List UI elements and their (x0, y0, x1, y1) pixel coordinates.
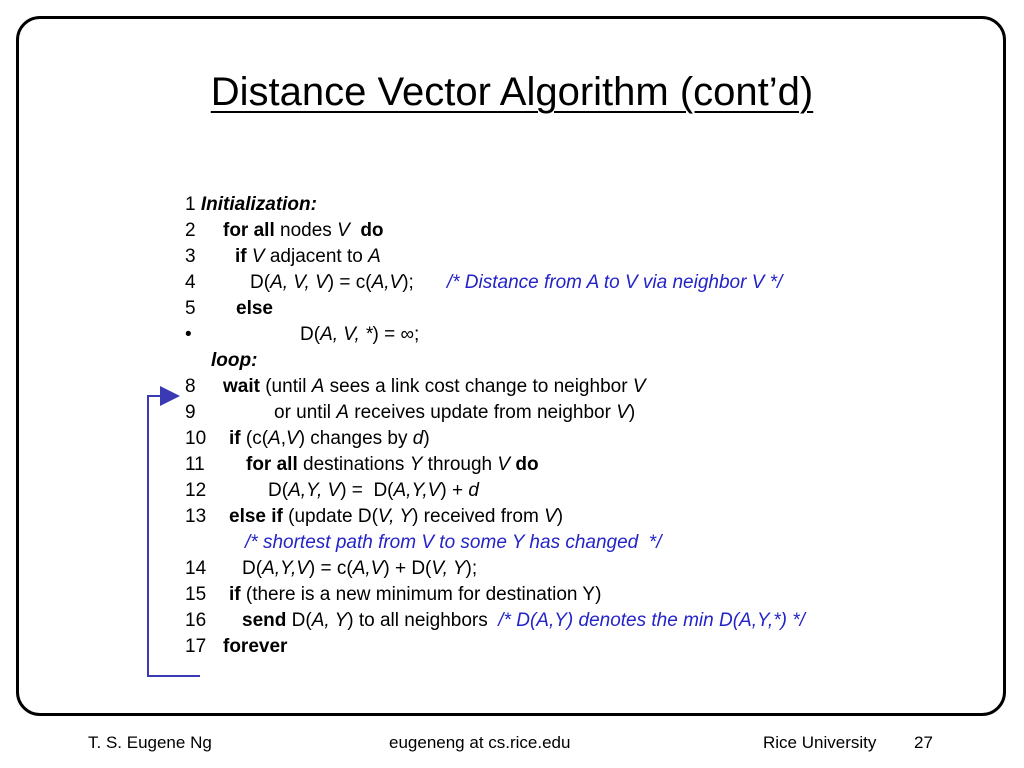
code-text: (c( (240, 428, 269, 449)
variable: V, Y (377, 506, 413, 527)
code-line-1 (185, 192, 317, 218)
keyword: do (515, 454, 539, 475)
variable: A,Y,V (262, 558, 309, 579)
line-number: 12 (185, 480, 207, 501)
keyword: else (236, 298, 273, 319)
line-number: 4 (185, 272, 196, 293)
code-text: ) = D( (340, 480, 394, 501)
code-line-4 (185, 270, 782, 296)
code-line-2 (185, 218, 384, 244)
keyword: Initialization: (200, 194, 317, 215)
code-line-13 (185, 504, 563, 530)
variable: A,V (352, 558, 384, 579)
code-text: D( (242, 558, 263, 579)
footer-email: eugeneng at cs.rice.edu (389, 733, 571, 752)
code-text: ); (465, 558, 478, 579)
variable: V (337, 220, 350, 241)
variable: A,Y,V (393, 480, 441, 501)
line-number: 3 (185, 246, 196, 267)
code-line-15 (185, 582, 601, 608)
code-line-8 (185, 374, 646, 400)
slide-title: Distance Vector Algorithm (cont’d) (210, 70, 814, 114)
code-text: D( (268, 480, 289, 501)
variable: A,Y, V (288, 480, 341, 501)
variable: A, V, * (320, 324, 373, 345)
keyword: for all (246, 454, 298, 475)
line-number: 17 (185, 636, 207, 657)
keyword: if (229, 428, 241, 449)
code-line-3 (185, 244, 381, 270)
code-text: D( (286, 610, 312, 631)
line-number: 13 (185, 506, 207, 527)
code-comment: /* shortest path from V to some Y has changed */ (245, 532, 662, 553)
code-text: through (422, 454, 498, 475)
code-text: ); (402, 272, 414, 293)
line-number: 9 (185, 402, 196, 423)
line-number: 14 (185, 558, 207, 579)
code-text: ) = c( (308, 558, 353, 579)
code-text: ) + D( (383, 558, 432, 579)
code-text: (update D( (282, 506, 378, 527)
code-text: D( (250, 272, 271, 293)
code-text: (there is a new minimum for destination Y) (240, 584, 602, 605)
code-text: adjacent to (264, 246, 369, 267)
code-line-10 (185, 426, 430, 452)
code-line-12 (185, 478, 479, 504)
variable: V (632, 376, 646, 397)
line-number: 8 (185, 376, 196, 397)
variable: V (497, 454, 511, 475)
code-line-14 (185, 556, 477, 582)
line-number: 15 (185, 584, 207, 605)
keyword: wait (223, 376, 260, 397)
code-line-16 (185, 608, 805, 634)
line-number: 2 (185, 220, 196, 241)
variable: V, Y (431, 558, 466, 579)
footer-institution: Rice University (763, 733, 877, 752)
code-text: receives update from neighbor (349, 402, 617, 423)
variable: d (468, 480, 479, 501)
line-number: • (185, 324, 192, 345)
variable: A,V (371, 272, 403, 293)
code-text: ) to all neighbors (347, 610, 499, 631)
code-text: ) = c( (327, 272, 372, 293)
code-line-17 (185, 634, 287, 660)
footer-page-number: 27 (914, 733, 933, 752)
code-line-6 (185, 322, 419, 348)
keyword: loop: (211, 350, 258, 371)
code-text: , (280, 428, 287, 449)
code-text: ) received from (412, 506, 545, 527)
variable: A, V, V (270, 272, 328, 293)
code-text: ) (423, 428, 430, 449)
code-comment: /* Distance from A to V via neighbor V */ (446, 272, 783, 293)
variable: V (286, 428, 299, 449)
keyword: else if (229, 506, 283, 527)
variable: V (544, 506, 557, 527)
code-text: (until (259, 376, 312, 397)
code-text: ) = ∞; (372, 324, 420, 345)
variable: V (616, 402, 629, 423)
line-number: 5 (185, 298, 196, 319)
code-line-11 (185, 452, 539, 478)
line-number: 1 (185, 194, 201, 215)
slide-title-container (0, 64, 1024, 120)
variable: Y (409, 454, 423, 475)
code-text: ) (556, 506, 564, 527)
variable: A (368, 246, 381, 267)
code-text: ) changes by (298, 428, 413, 449)
keyword: do (360, 220, 384, 241)
keyword: send (242, 610, 287, 631)
code-line-13-comment (245, 530, 661, 556)
line-number: 10 (185, 428, 207, 449)
code-text: ) + (440, 480, 469, 501)
code-text: sees a link cost change to neighbor (324, 376, 633, 397)
variable: A, Y (311, 610, 348, 631)
code-line-loop (211, 348, 257, 374)
code-text: destinations (297, 454, 410, 475)
code-text: ) (628, 402, 636, 423)
line-number: 11 (185, 454, 205, 475)
keyword: if (229, 584, 241, 605)
code-text: or until (274, 402, 337, 423)
variable: A (268, 428, 281, 449)
line-number: 16 (185, 610, 207, 631)
code-text: nodes (274, 220, 338, 241)
keyword: if (235, 246, 247, 267)
code-line-5 (185, 296, 273, 322)
code-line-9 (185, 400, 635, 426)
footer-author: T. S. Eugene Ng (88, 733, 212, 752)
variable: d (412, 428, 424, 449)
keyword: for all (223, 220, 275, 241)
code-text: D( (300, 324, 321, 345)
variable: V (251, 246, 265, 267)
variable: A (311, 376, 325, 397)
keyword: forever (223, 636, 288, 657)
code-comment: /* D(A,Y) denotes the min D(A,Y,*) */ (498, 610, 805, 631)
variable: A (336, 402, 349, 423)
